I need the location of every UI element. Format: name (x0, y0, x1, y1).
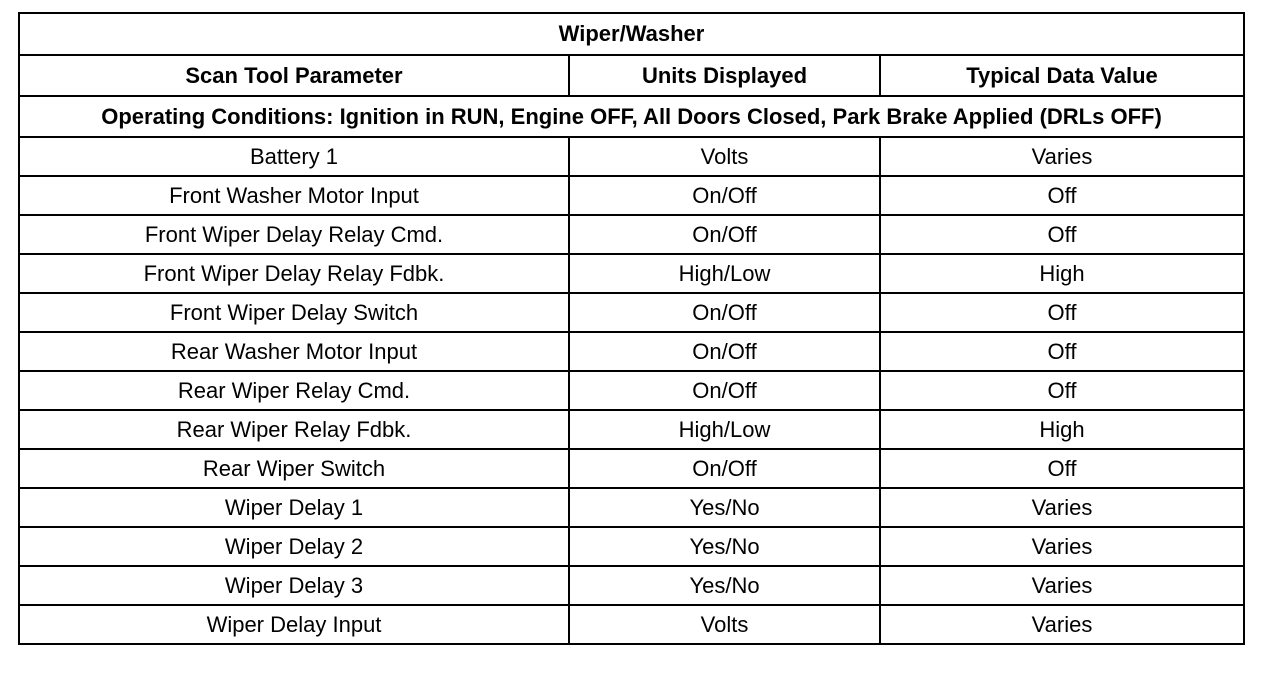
units-cell: On/Off (569, 371, 880, 410)
wiper-washer-table (18, 12, 1245, 645)
units-cell: Yes/No (569, 488, 880, 527)
parameter-cell: Front Wiper Delay Relay Fdbk. (19, 254, 569, 293)
parameter-cell: Front Wiper Delay Relay Cmd. (19, 215, 569, 254)
table-row (19, 605, 1244, 644)
units-cell: On/Off (569, 449, 880, 488)
parameter-cell: Battery 1 (19, 137, 569, 176)
table-title-row (19, 13, 1244, 55)
units-cell: Yes/No (569, 566, 880, 605)
value-cell: Varies (880, 488, 1244, 527)
table-title: Wiper/Washer (19, 13, 1244, 55)
parameter-cell: Front Washer Motor Input (19, 176, 569, 215)
table-row (19, 332, 1244, 371)
parameter-cell: Rear Wiper Relay Fdbk. (19, 410, 569, 449)
units-cell: High/Low (569, 254, 880, 293)
operating-conditions: Operating Conditions: Ignition in RUN, Engine OFF, All Doors Closed, Park Brake Applied (DRLs OFF) (19, 96, 1244, 137)
table-row (19, 488, 1244, 527)
operating-conditions-row (19, 96, 1244, 137)
table-row (19, 410, 1244, 449)
table-row (19, 293, 1244, 332)
parameter-cell: Rear Washer Motor Input (19, 332, 569, 371)
value-cell: Off (880, 371, 1244, 410)
parameter-cell: Rear Wiper Switch (19, 449, 569, 488)
data-table-container (18, 12, 1243, 645)
column-header-row (19, 55, 1244, 96)
value-cell: Off (880, 293, 1244, 332)
value-cell: Varies (880, 527, 1244, 566)
value-cell: Varies (880, 605, 1244, 644)
units-cell: On/Off (569, 332, 880, 371)
table-row (19, 215, 1244, 254)
value-cell: Off (880, 449, 1244, 488)
header-scan-tool-parameter: Scan Tool Parameter (19, 55, 569, 96)
units-cell: Volts (569, 605, 880, 644)
header-typical-data-value: Typical Data Value (880, 55, 1244, 96)
table-body (19, 137, 1244, 644)
table-row (19, 254, 1244, 293)
table-row (19, 566, 1244, 605)
parameter-cell: Front Wiper Delay Switch (19, 293, 569, 332)
table-row (19, 137, 1244, 176)
table-row (19, 527, 1244, 566)
units-cell: High/Low (569, 410, 880, 449)
units-cell: On/Off (569, 293, 880, 332)
units-cell: Yes/No (569, 527, 880, 566)
header-units-displayed: Units Displayed (569, 55, 880, 96)
units-cell: Volts (569, 137, 880, 176)
table-row (19, 371, 1244, 410)
parameter-cell: Wiper Delay 1 (19, 488, 569, 527)
value-cell: Off (880, 332, 1244, 371)
table-row (19, 449, 1244, 488)
value-cell: High (880, 254, 1244, 293)
value-cell: Off (880, 215, 1244, 254)
value-cell: Off (880, 176, 1244, 215)
value-cell: Varies (880, 566, 1244, 605)
parameter-cell: Wiper Delay 3 (19, 566, 569, 605)
parameter-cell: Rear Wiper Relay Cmd. (19, 371, 569, 410)
value-cell: High (880, 410, 1244, 449)
units-cell: On/Off (569, 176, 880, 215)
table-row (19, 176, 1244, 215)
value-cell: Varies (880, 137, 1244, 176)
parameter-cell: Wiper Delay Input (19, 605, 569, 644)
units-cell: On/Off (569, 215, 880, 254)
parameter-cell: Wiper Delay 2 (19, 527, 569, 566)
